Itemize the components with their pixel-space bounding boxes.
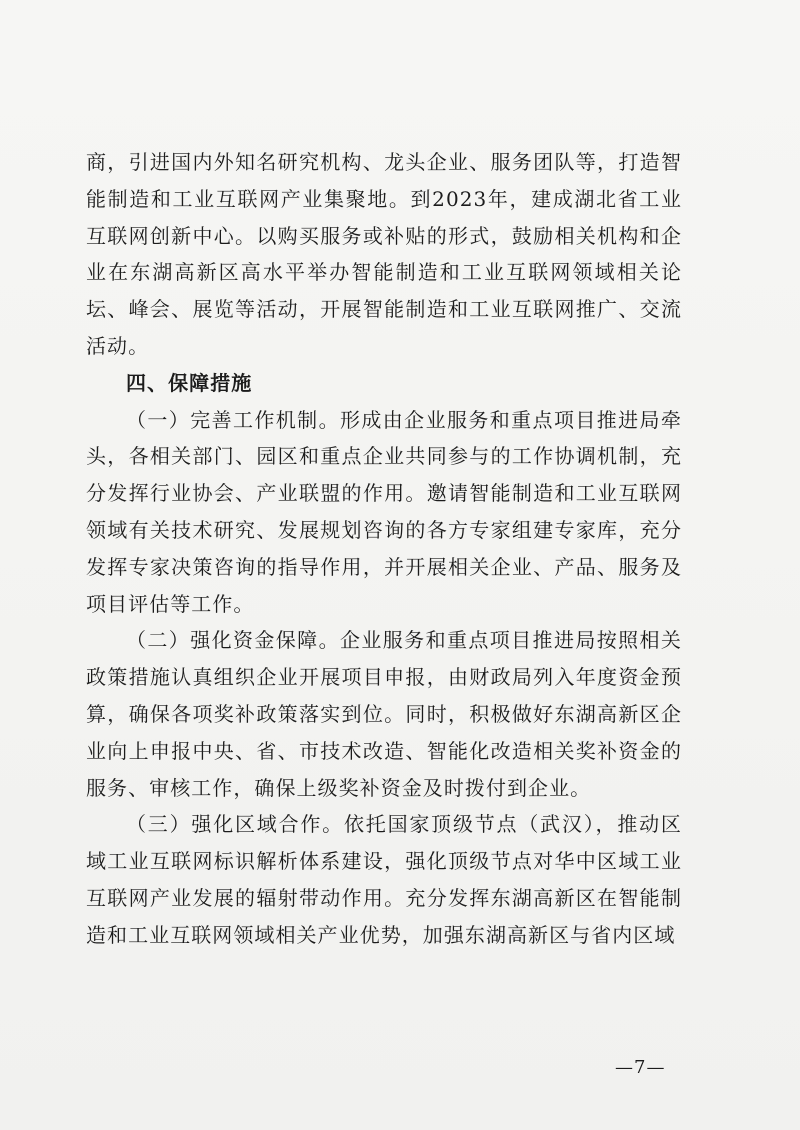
measure-paragraph-1: （一）完善工作机制。形成由企业服务和重点项目推进局牵头，各相关部门、园区和重点企业共同参与的工作协调机制，充分发挥行业协会、产业联盟的作用。邀请智能制造和工业互联网领域有关技术研究、发展规划咨询的各方专家组建专家库，充分发挥专家决策咨询的指导作用，并开展相关企业、产品、服务及项目评估等工作。 [86, 407, 682, 616]
document-body [86, 144, 682, 954]
measure-paragraph-3: （三）强化区域合作。依托国家顶级节点（武汉），推动区域工业互联网标识解析体系建设，强化顶级节点对华中区域工业互联网产业发展的辐射带动作用。充分发挥东湖高新区在智能制造和工业互联网领域相关产业优势，加强东湖高新区与省内区域 [86, 812, 682, 947]
paragraph-continued: 商，引进国内外知名研究机构、龙头企业、服务团队等，打造智能制造和工业互联网产业集聚地。到2023年，建成湖北省工业互联网创新中心。以购买服务或补贴的形式，鼓励相关机构和企业在东湖高新区高水平举办智能制造和工业互联网领域相关论坛、峰会、展览等活动，开展智能制造和工业互联网推广、交流活动。 [86, 150, 682, 358]
measure-paragraph-2: （二）强化资金保障。企业服务和重点项目推进局按照相关政策措施认真组织企业开展项目申报，由财政局列入年度资金预算，确保各项奖补政策落实到位。同时，积极做好东湖高新区企业向上申报中央、省、市技术改造、智能化改造相关奖补资金的服务、审核工作，确保上级奖补资金及时拨付到企业。 [86, 628, 682, 800]
section-heading: 四、保障措施 [126, 370, 253, 395]
page-number: —7— [615, 1057, 666, 1078]
